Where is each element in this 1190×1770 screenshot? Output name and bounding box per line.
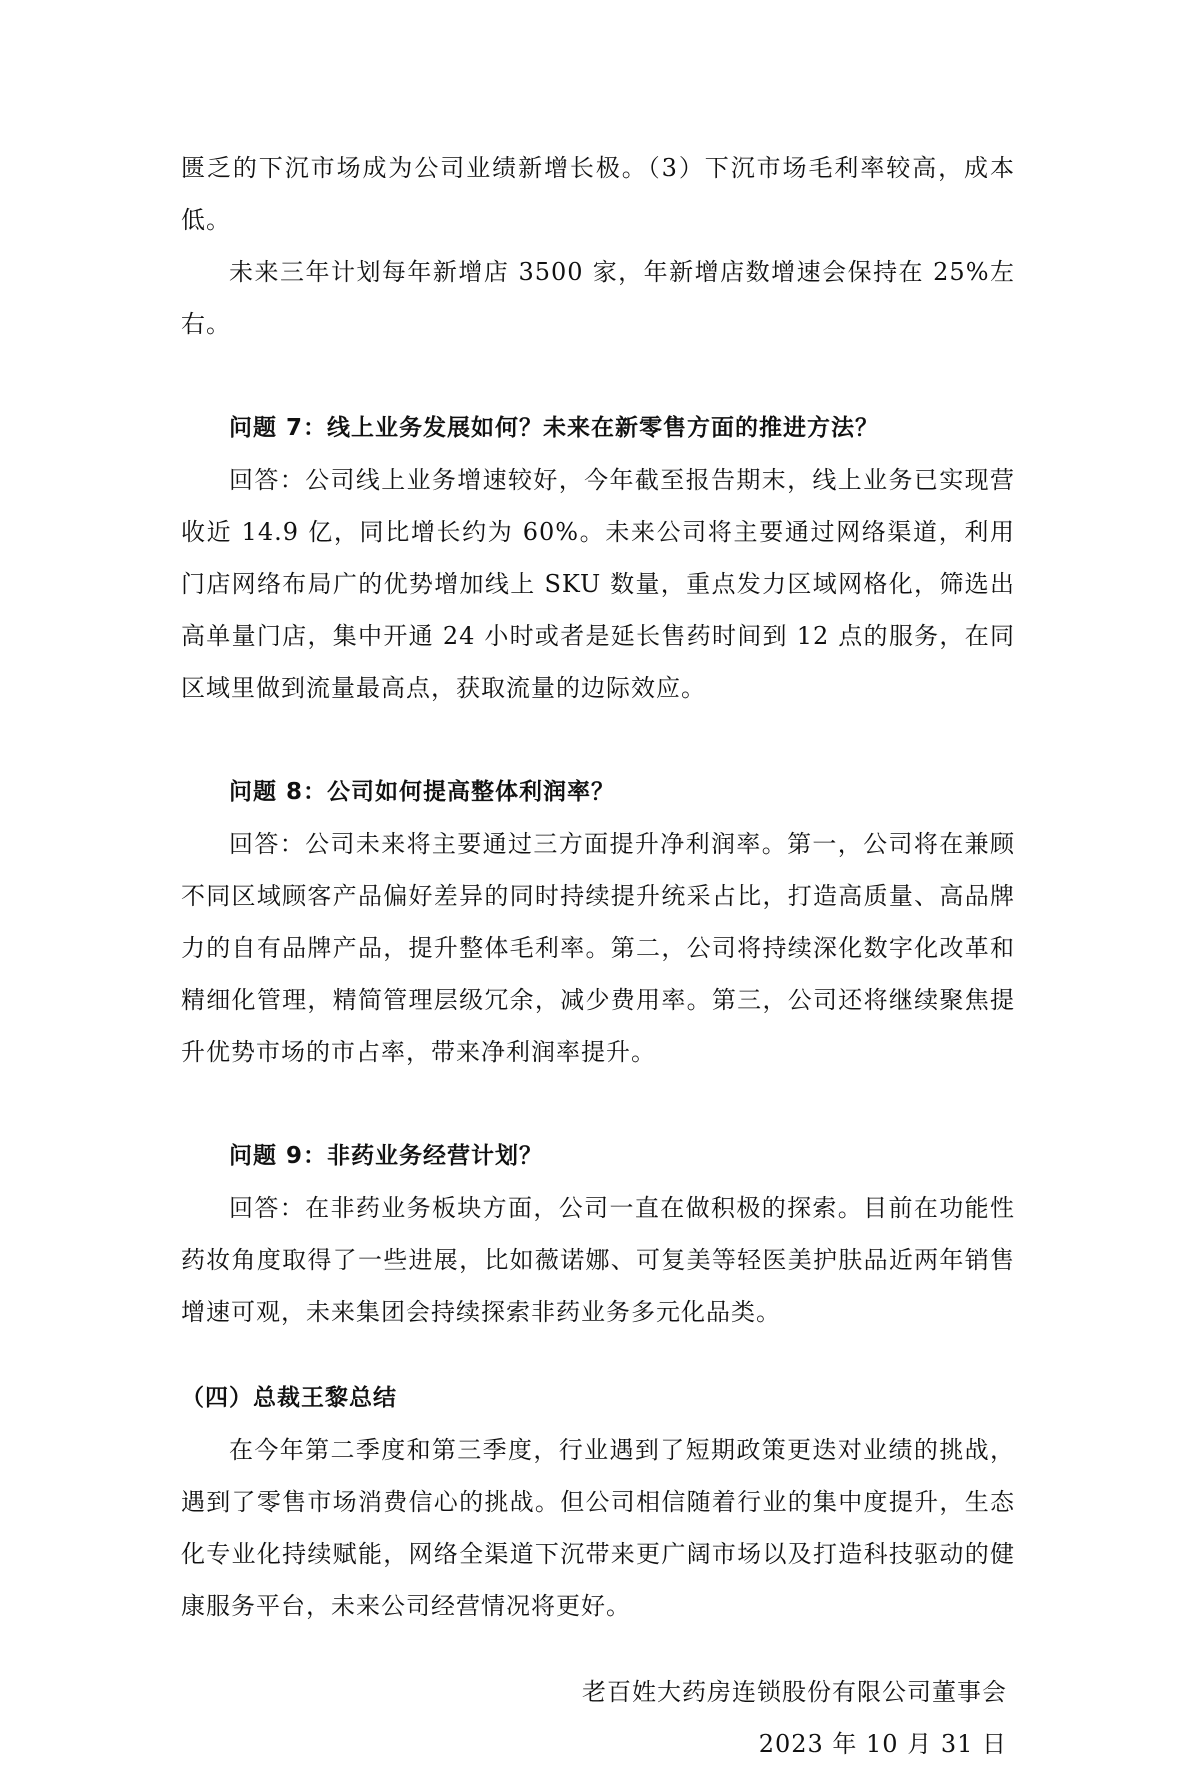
- intro-line-2: 未来三年计划每年新增店 3500 家，年新增店数增速会保持在 25%左右。: [181, 258, 1015, 338]
- spacer: [181, 1338, 1015, 1372]
- summary-heading: （四）总裁王黎总结: [181, 1385, 397, 1411]
- signature-date: 2023 年 10 月 31 日: [758, 1730, 1007, 1758]
- spacer: [181, 350, 1015, 402]
- intro-line-1: 匮乏的下沉市场成为公司业绩新增长极。（3）下沉市场毛利率较高，成本低。: [181, 154, 1015, 234]
- spacer: [181, 714, 1015, 766]
- question-7-heading: 问题 7：线上业务发展如何？未来在新零售方面的推进方法？: [229, 415, 880, 441]
- spacer: [181, 1632, 1015, 1666]
- summary-paragraph: 在今年第二季度和第三季度，行业遇到了短期政策更迭对业绩的挑战，遇到了零售市场消费信心的挑战。但公司相信随着行业的集中度提升，生态化专业化持续赋能，网络全渠道下沉带来更广阔市场以及打造科技驱动的健康服务平台，未来公司经营情况将更好。: [181, 1436, 1015, 1620]
- signature-company: 老百姓大药房连锁股份有限公司董事会: [582, 1678, 1007, 1706]
- answer-9-paragraph: 回答：在非药业务板块方面，公司一直在做积极的探索。目前在功能性药妆角度取得了一些进展，比如薇诺娜、可复美等轻医美护肤品近两年销售增速可观，未来集团会持续探索非药业务多元化品类。: [181, 1194, 1015, 1326]
- question-8-heading: 问题 8：公司如何提高整体利润率？: [229, 779, 616, 805]
- answer-8-paragraph: 回答：公司未来将主要通过三方面提升净利润率。第一，公司将在兼顾不同区域顾客产品偏好差异的同时持续提升统采占比，打造高质量、高品牌力的自有品牌产品，提升整体毛利率。第二，公司将持续深化数字化改革和精细化管理，精简管理层级冗余，减少费用率。第三，公司还将继续聚焦提升优势市场的市占率，带来净利润率提升。: [181, 830, 1015, 1066]
- answer-7-paragraph: 回答：公司线上业务增速较好，今年截至报告期末，线上业务已实现营收近 14.9 亿，同比增长约为 60%。未来公司将主要通过网络渠道，利用门店网络布局广的优势增加线上 SKU 数量，重点发力区域网格化，筛选出高单量门店，集中开通 24 小时或者是延长售药时间到 12 点的服务，在同区域里做到流量最高点，获取流量的边际效应。: [181, 466, 1015, 702]
- question-9-heading: 问题 9：非药业务经营计划？: [229, 1143, 544, 1169]
- spacer: [181, 1078, 1015, 1130]
